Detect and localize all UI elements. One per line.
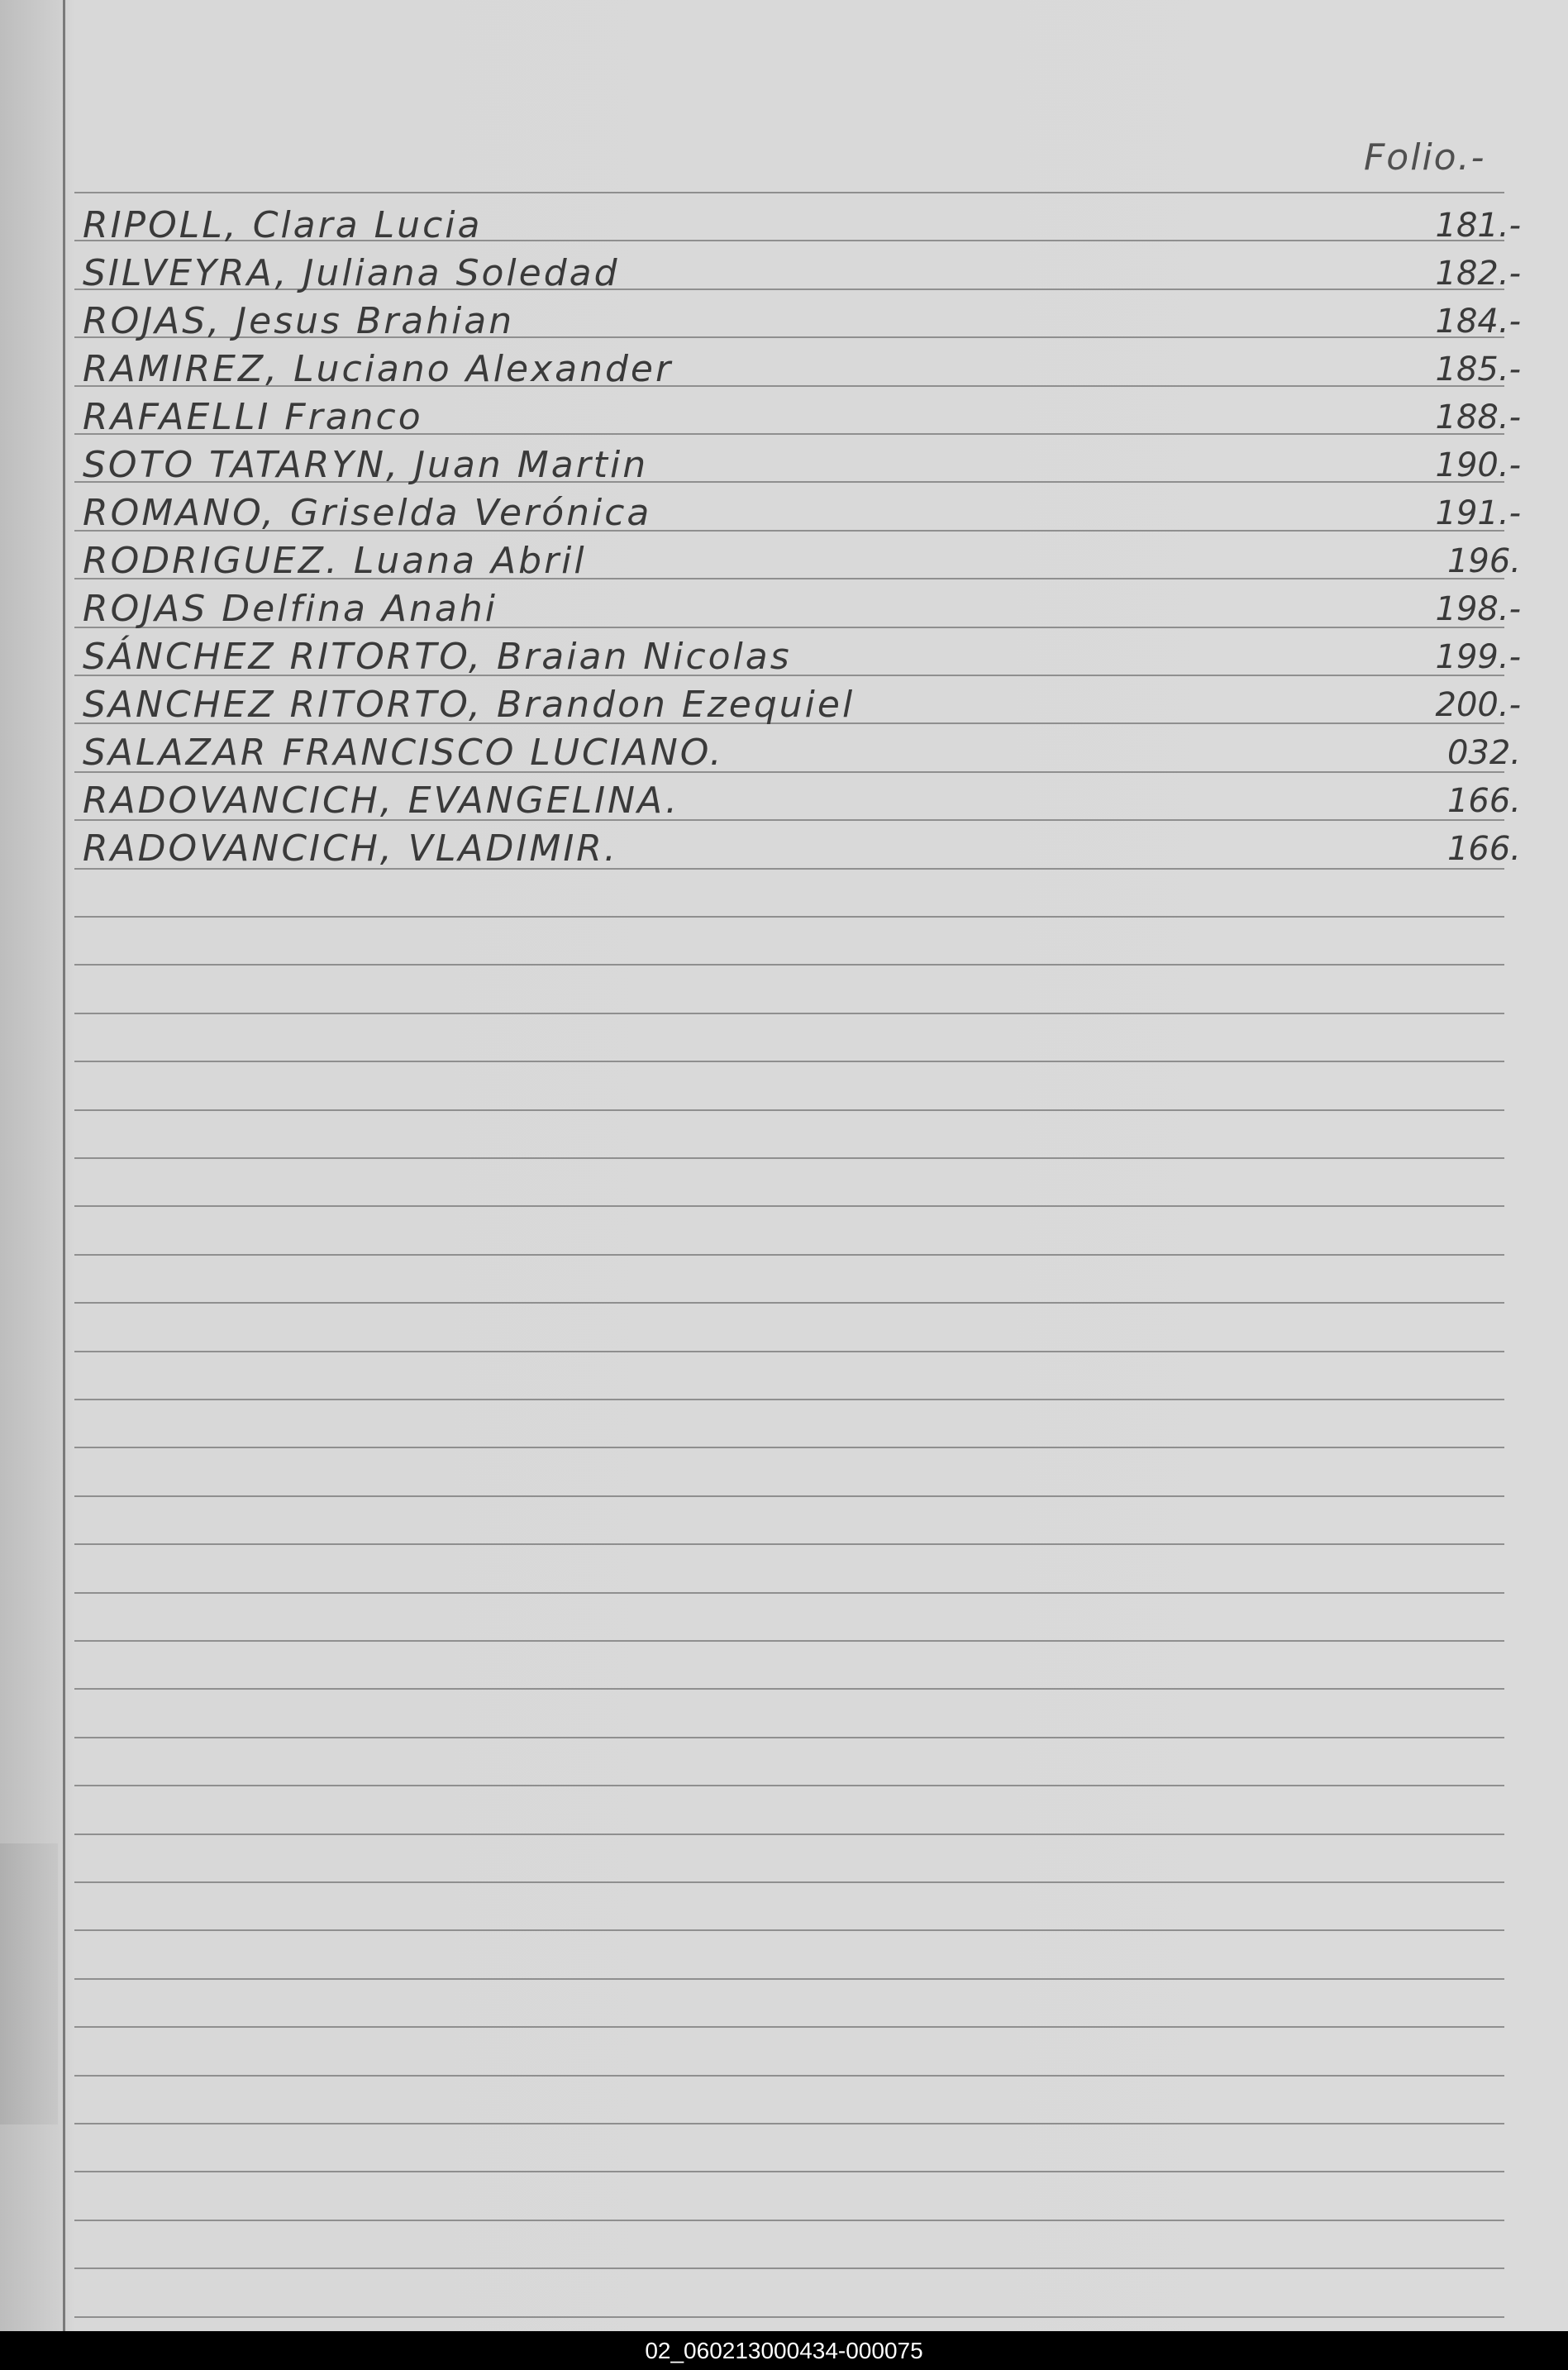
ruled-line: [74, 1157, 1504, 1159]
entry-name: SALAZAR FRANCISCO LUCIANO.: [83, 732, 724, 774]
ruled-line: [74, 1785, 1504, 1786]
list-item: [83, 681, 1521, 729]
image-id-label: 02_060213000434-000075: [645, 2338, 923, 2363]
ruled-line: [74, 1978, 1504, 1980]
ruled-line: [74, 1061, 1504, 1062]
ruled-line: [74, 1543, 1504, 1545]
ruled-line: [74, 1640, 1504, 1642]
entry-name: SANCHEZ RITORTO, Brandon Ezequiel: [83, 684, 855, 726]
list-item: [83, 585, 1521, 633]
entry-name: RODRIGUEZ. Luana Abril: [83, 540, 587, 582]
list-item: [83, 777, 1521, 825]
ruled-line: [74, 1929, 1504, 1931]
entry-folio: 166.: [1446, 782, 1521, 820]
ruled-line: [74, 2075, 1504, 2077]
ruled-line: [74, 2171, 1504, 2172]
ruled-line: [74, 1302, 1504, 1304]
footer-bar: [0, 2331, 1568, 2370]
ruled-line: [74, 1881, 1504, 1883]
ruled-line: [74, 1834, 1504, 1835]
list-item: [83, 825, 1521, 873]
entry-folio: 032.: [1446, 734, 1521, 772]
ruled-line: [74, 2026, 1504, 2028]
ruled-line: [74, 1351, 1504, 1352]
ruled-line: [74, 1109, 1504, 1111]
ruled-line: [74, 916, 1504, 918]
entry-folio: 199.-: [1435, 638, 1521, 676]
entry-folio: 191.-: [1435, 494, 1521, 532]
margin-line: [63, 0, 65, 2331]
entry-folio: 166.: [1446, 830, 1521, 868]
list-item: [83, 441, 1521, 489]
entry-name: ROJAS Delfina Anahi: [83, 588, 498, 630]
list-item: [83, 393, 1521, 441]
entry-folio: 198.-: [1435, 590, 1521, 628]
entry-name: ROJAS, Jesus Brahian: [83, 300, 515, 342]
entry-name: RAMIREZ, Luciano Alexander: [83, 348, 674, 390]
entry-folio: 182.-: [1435, 255, 1521, 293]
entry-name: RADOVANCICH, EVANGELINA.: [83, 780, 679, 822]
binding-shadow: [0, 1843, 58, 2124]
entry-list: [83, 202, 1521, 873]
ruled-line: [74, 2220, 1504, 2221]
ruled-line: [74, 964, 1504, 966]
ruled-line: [74, 1205, 1504, 1207]
ruled-line: [74, 2123, 1504, 2124]
entry-folio: 184.-: [1435, 303, 1521, 341]
entry-name: SILVEYRA, Juliana Soledad: [83, 252, 620, 294]
list-item: [83, 298, 1521, 346]
list-item: [83, 633, 1521, 681]
entry-name: RIPOLL, Clara Lucia: [83, 204, 483, 246]
list-item: [83, 729, 1521, 777]
ruled-line: [74, 1688, 1504, 1690]
entry-folio: 196.: [1446, 542, 1521, 580]
list-item: [83, 537, 1521, 585]
entry-folio: 188.-: [1435, 398, 1521, 436]
ruled-line: [74, 2267, 1504, 2269]
ruled-line: [74, 2316, 1504, 2318]
ruled-line: [74, 1399, 1504, 1400]
list-item: [83, 202, 1521, 250]
ruled-line: [74, 1495, 1504, 1497]
entry-folio: 190.-: [1435, 446, 1521, 484]
list-item: [83, 346, 1521, 393]
list-item: [83, 250, 1521, 298]
entry-name: RAFAELLI Franco: [83, 396, 423, 438]
ruled-line: [74, 1592, 1504, 1594]
ruled-line: [74, 1254, 1504, 1256]
entry-name: SÁNCHEZ RITORTO, Braian Nicolas: [83, 636, 792, 678]
ruled-line: [74, 1447, 1504, 1448]
list-item: [83, 489, 1521, 537]
entry-folio: 185.-: [1435, 350, 1521, 389]
entry-folio: 200.-: [1435, 686, 1521, 724]
entry-name: RADOVANCICH, VLADIMIR.: [83, 827, 618, 870]
entry-name: SOTO TATARYN, Juan Martin: [83, 444, 649, 486]
ruled-line: [74, 1737, 1504, 1738]
folio-column-header: Folio.-: [1364, 136, 1486, 179]
entry-folio: 181.-: [1435, 207, 1521, 245]
ruled-line: [74, 1013, 1504, 1014]
entry-name: ROMANO, Griselda Verónica: [83, 492, 652, 534]
ruled-line: [74, 192, 1504, 193]
